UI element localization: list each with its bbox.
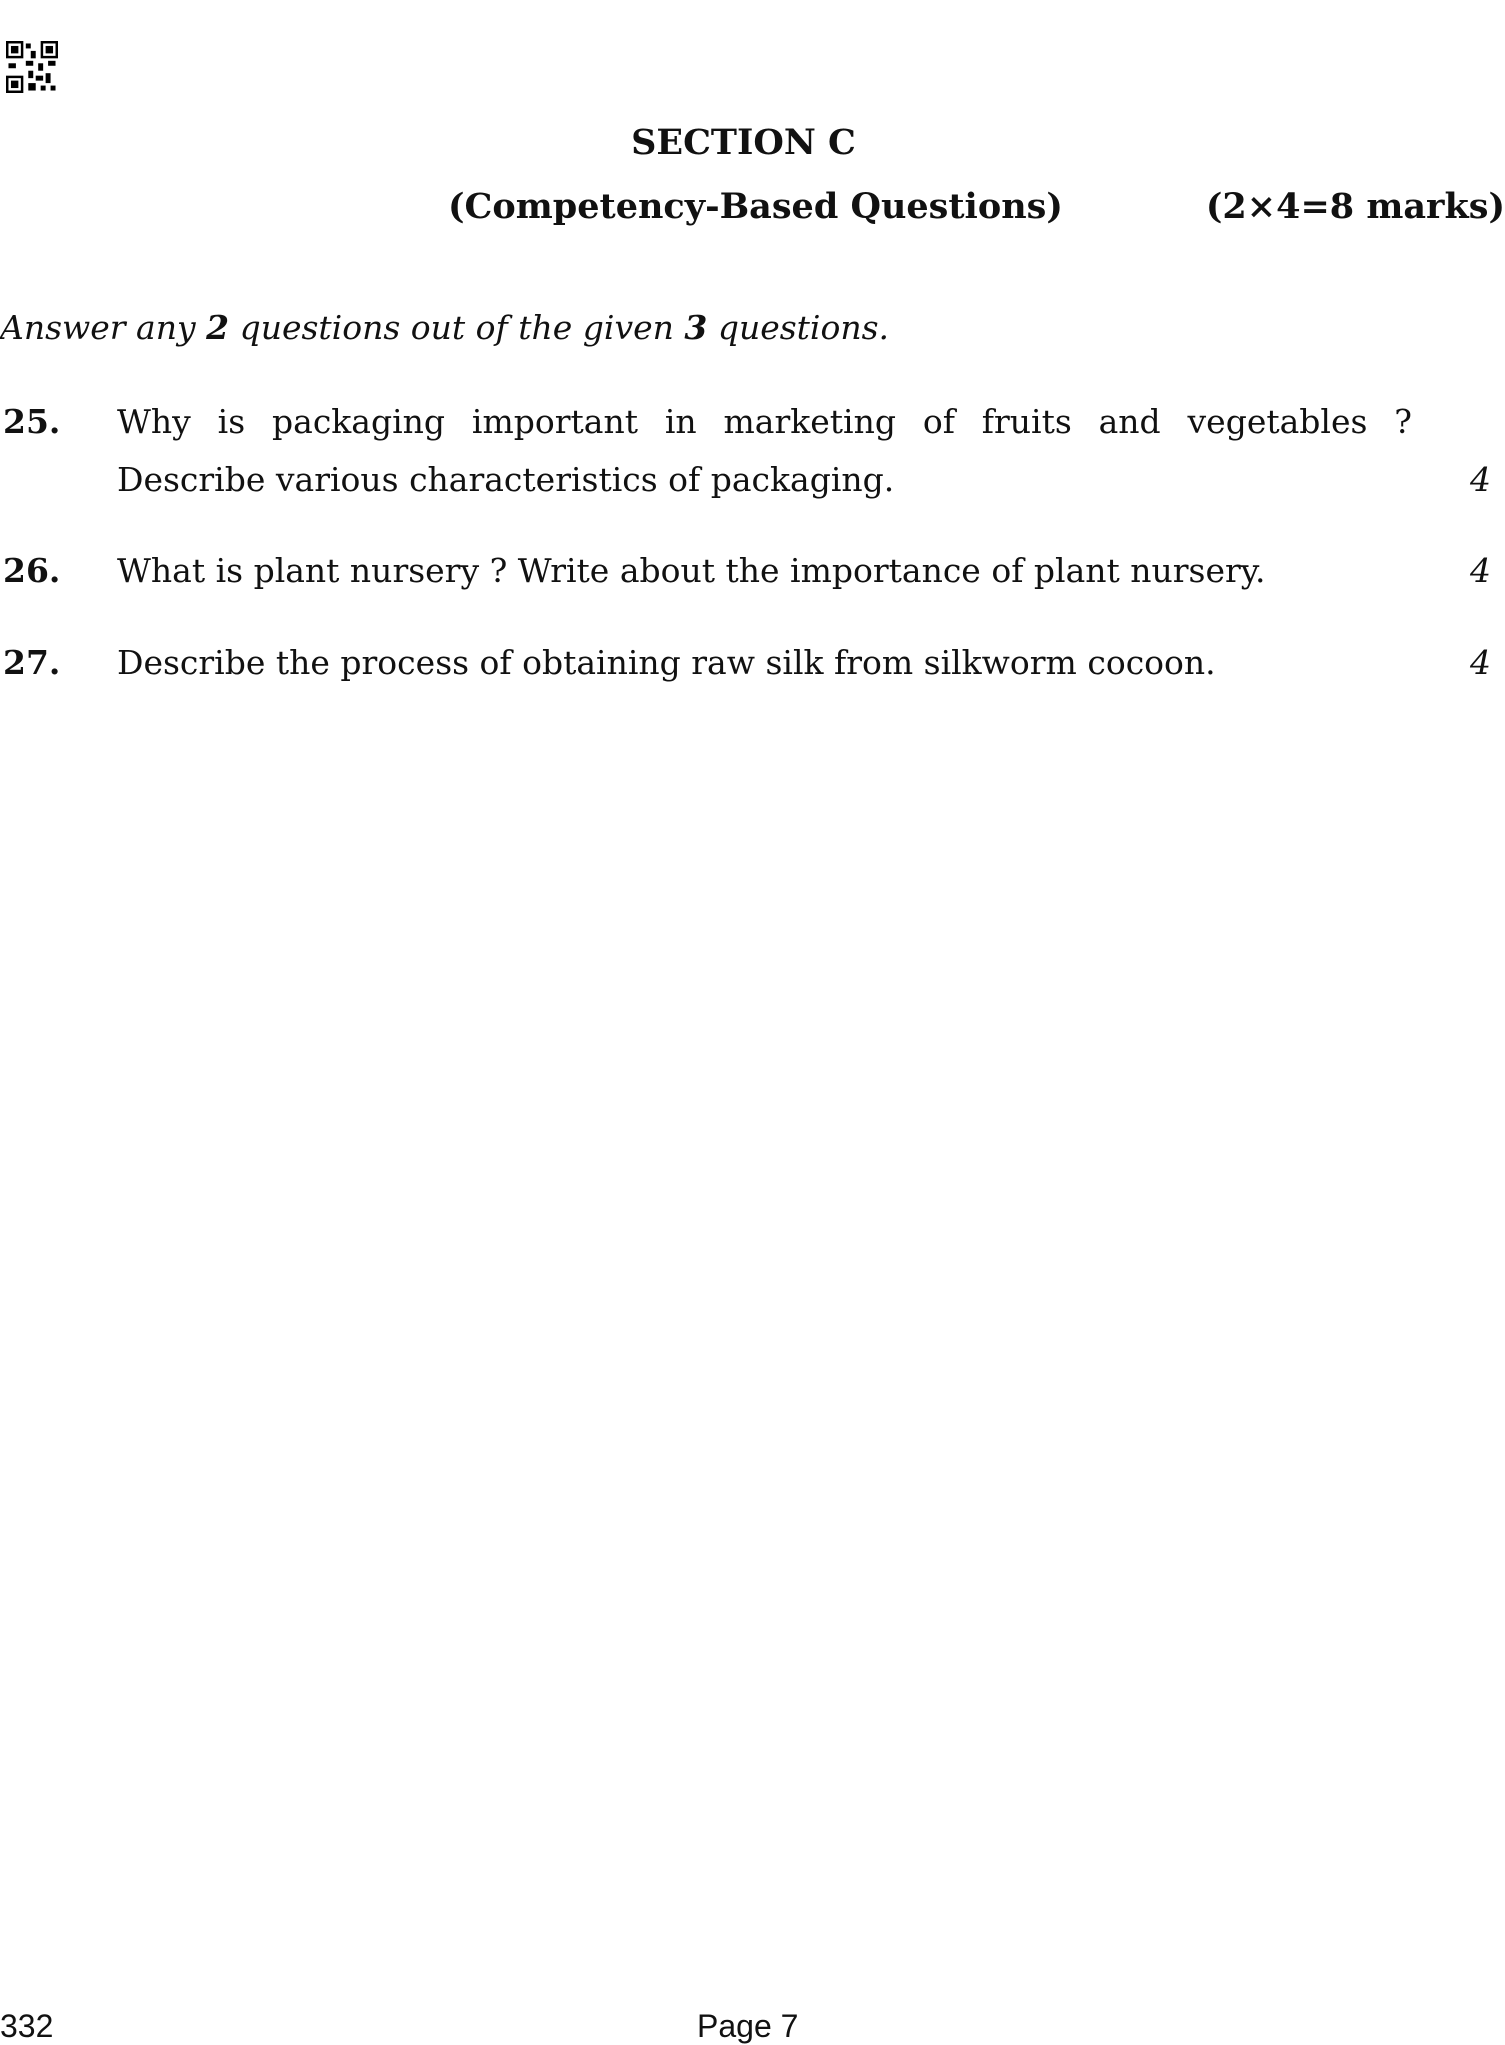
question-marks: 4	[1470, 643, 1491, 682]
question-text: Why is packaging important in marketing of fruits and vegetables ?	[117, 402, 1412, 441]
question-marks: 4	[1470, 551, 1491, 590]
question-number: 26.	[3, 551, 61, 590]
section-subtitle: (Competency-Based Questions)	[448, 186, 1063, 227]
instructions	[0, 308, 889, 347]
instr-text: questions out of the given	[229, 308, 685, 347]
question-text: Describe the process of obtaining raw silk from silkworm cocoon.	[117, 643, 1216, 682]
section-marks: (2×4=8 marks)	[1205, 186, 1505, 227]
qr-code-icon	[6, 41, 58, 93]
paper-code: 332	[0, 2008, 54, 2044]
instr-count: 2	[206, 308, 230, 347]
page-number: Page 7	[697, 2008, 799, 2044]
instr-text: Answer any	[0, 308, 207, 347]
question-number: 27.	[3, 643, 61, 682]
question-text: What is plant nursery ? Write about the importance of plant nursery.	[117, 551, 1266, 590]
question-number: 25.	[3, 402, 61, 441]
instr-text: questions.	[707, 308, 890, 347]
question-marks: 4	[1470, 460, 1491, 499]
question-text: Describe various characteristics of packaging.	[117, 460, 895, 499]
section-title: SECTION C	[631, 122, 856, 163]
instr-total: 3	[684, 308, 708, 347]
